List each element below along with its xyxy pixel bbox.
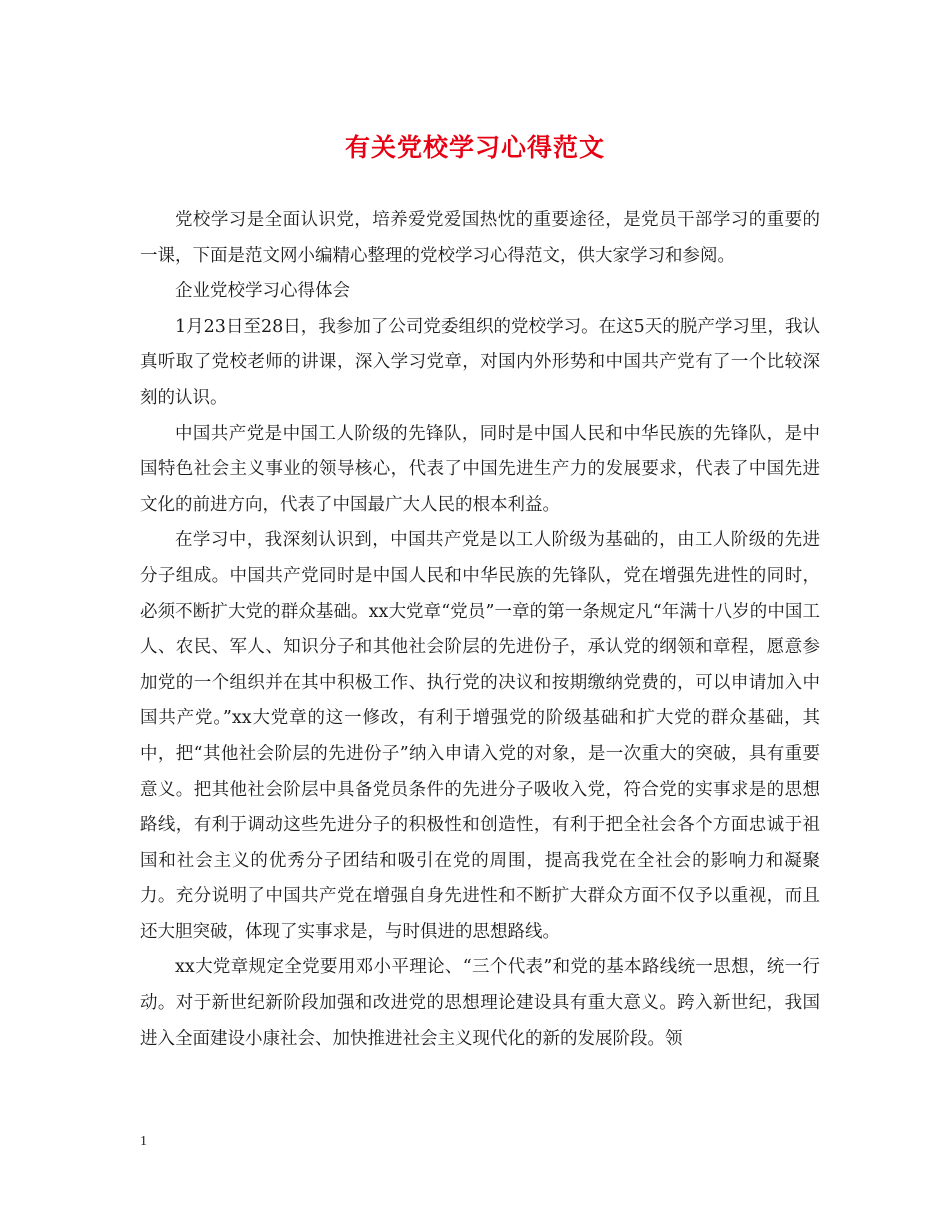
paragraph-intro: 党校学习是全面认识党，培养爱党爱国热忱的重要途径，是党员干部学习的重要的一课，下面是范文网小编精心整理的党校学习心得范文，供大家学习和参阅。 (140, 210, 820, 266)
paragraph: 在学习中，我深刻认识到，中国共产党是以工人阶级为基础的，由工人阶级的先进分子组成。中国共产党同时是中国人民和中华民族的先锋队，党在增强先进性的同时，必须不断扩大党的群众基础。xx大党章“党员”一章的第一条规定凡“年满十八岁的中国工人、农民、军人、知识分子和其他社会阶层的先进份子，承认党的纲领和章程，愿意参加党的一个组织并在其中积极工作、执行党的决议和按期缴纳党费的，可以申请加入中国共产党。”xx大党章的这一修改，有利于增强党的阶级基础和扩大党的群众基础，其中，把“其他社会阶层的先进份子”纳入申请入党的对象，是一次重大的突破，具有重要意义。把其他社会阶层中具备党员条件的先进分子吸收入党，符合党的实事求是的思想路线，有利于调动这些先进分子的积极性和创造性，有利于把全社会各个方面忠诚于祖国和社会主义的优秀分子团结和吸引在党的周围，提高我党在全社会的影响力和凝聚力。充分说明了中国共产党在增强自身先进性和不断扩大群众方面不仅予以重视，而且还大胆突破，体现了实事求是，与时俱进的思想路线。 (140, 530, 820, 942)
paragraph: xx大党章规定全党要用邓小平理论、“三个代表”和党的基本路线统一思想，统一行动。对于新世纪新阶段加强和改进党的思想理论建设具有重大意义。跨入新世纪，我国进入全面建设小康社会、加快推进社会主义现代化的新的发展阶段。领 (140, 957, 820, 1049)
page-number: 1 (140, 1134, 147, 1149)
document-title: 有关党校学习心得范文 (344, 133, 605, 162)
document-body (140, 203, 820, 1057)
paragraph: 1月23日至28日，我参加了公司党委组织的党校学习。在这5天的脱产学习里，我认真听取了党校老师的讲课，深入学习党章，对国内外形势和中国共产党有了一个比较深刻的认识。 (140, 316, 820, 408)
section-heading: 企业党校学习心得体会 (175, 281, 350, 302)
paragraph: 中国共产党是中国工人阶级的先锋队，同时是中国人民和中华民族的先锋队，是中国特色社会主义事业的领导核心，代表了中国先进生产力的发展要求，代表了中国先进文化的前进方向，代表了中国最广大人民的根本利益。 (140, 423, 820, 515)
